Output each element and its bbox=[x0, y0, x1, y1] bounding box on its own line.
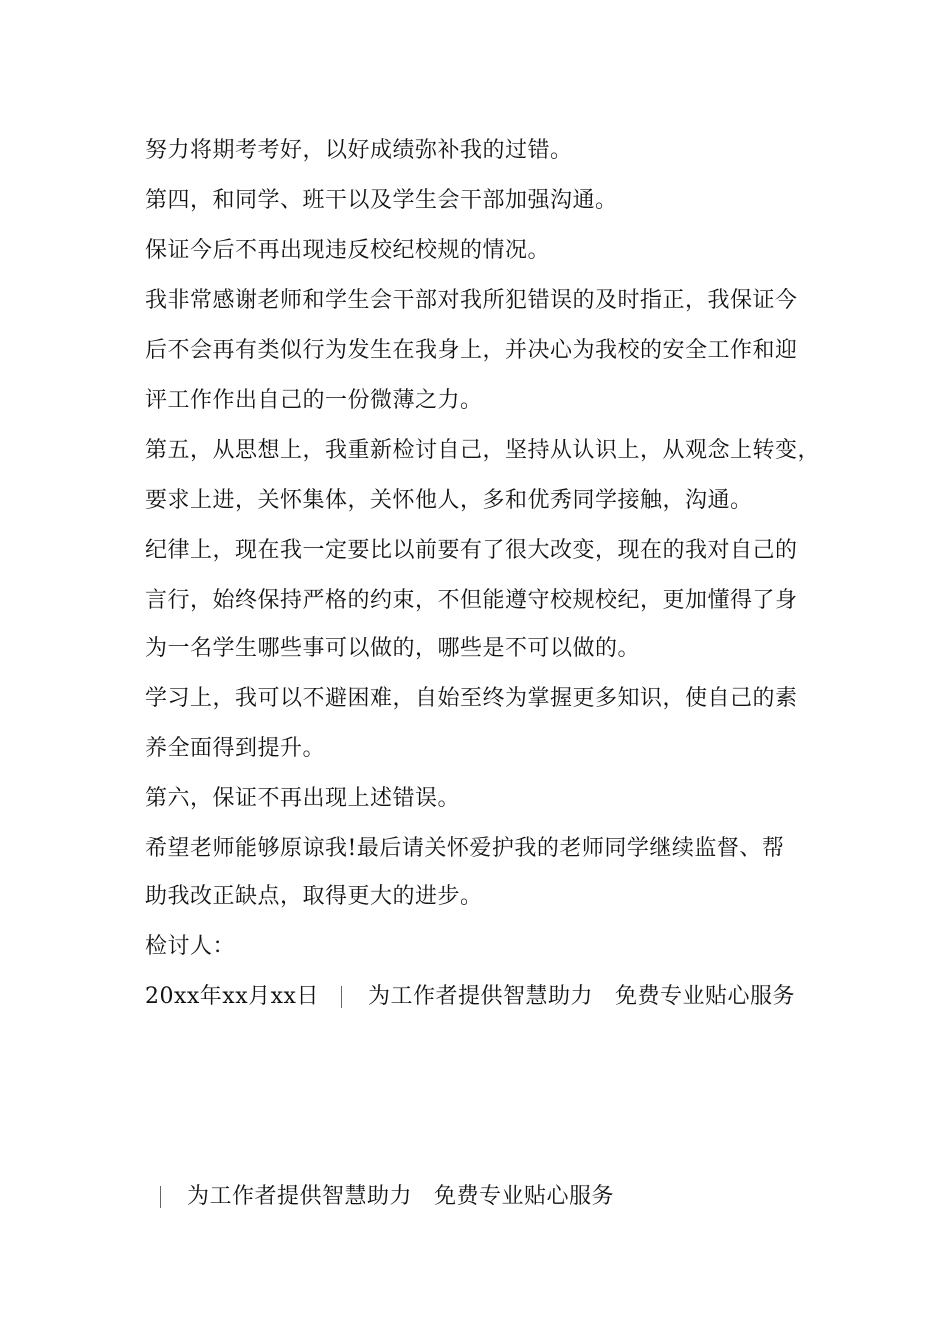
footer-slogan: 免费专业贴心服务 bbox=[434, 1184, 615, 1209]
body-line: 后不会再有类似行为发生在我身上，并决心为我校的安全工作和迎 bbox=[145, 338, 798, 363]
body-line: 努力将期考考好，以好成绩弥补我的过错。 bbox=[145, 138, 573, 163]
body-line: 要求上进，关怀集体，关怀他人，多和优秀同学接触，沟通。 bbox=[145, 488, 753, 513]
body-line: 第六，保证不再出现上述错误。 bbox=[145, 786, 461, 811]
page-footer bbox=[136, 1182, 614, 1212]
body-line: 学习上，我可以不避困难，自始至终为掌握更多知识，使自己的素 bbox=[145, 686, 798, 711]
body-line: 言行，始终保持严格的约束，不但能遵守校规校纪，更加懂得了身 bbox=[145, 588, 798, 613]
body-line: 评工作作出自己的一份微薄之力。 bbox=[145, 388, 483, 413]
date-text: 20xx年xx月xx日 bbox=[145, 984, 319, 1009]
body-line: 为一名学生哪些事可以做的，哪些是不可以做的。 bbox=[145, 636, 641, 661]
body-line: 希望老师能够原谅我!最后请关怀爱护我的老师同学继续监督、帮 bbox=[145, 836, 785, 861]
body-line: 保证今后不再出现违反校纪校规的情况。 bbox=[145, 238, 551, 263]
body-line: 第四，和同学、班干以及学生会干部加强沟通。 bbox=[145, 188, 618, 213]
body-line: 助我改正缺点，取得更大的进步。 bbox=[145, 884, 483, 909]
body-line: 第五，从思想上，我重新检讨自己，坚持从认识上，从观念上转变， bbox=[145, 438, 821, 463]
separator-bar bbox=[341, 986, 342, 1008]
body-line: 养全面得到提升。 bbox=[145, 736, 326, 761]
slogan-text: 免费专业贴心服务 bbox=[614, 984, 795, 1009]
separator-bar bbox=[160, 1186, 161, 1208]
date-slogan-row bbox=[145, 982, 795, 1012]
signature-label: 检讨人： bbox=[145, 934, 236, 959]
footer-slogan: 为工作者提供智慧助力 bbox=[187, 1184, 413, 1209]
slogan-text: 为工作者提供智慧助力 bbox=[367, 984, 593, 1009]
body-line: 纪律上，现在我一定要比以前要有了很大改变，现在的我对自己的 bbox=[145, 538, 798, 563]
body-line: 我非常感谢老师和学生会干部对我所犯错误的及时指正，我保证今 bbox=[145, 288, 798, 313]
